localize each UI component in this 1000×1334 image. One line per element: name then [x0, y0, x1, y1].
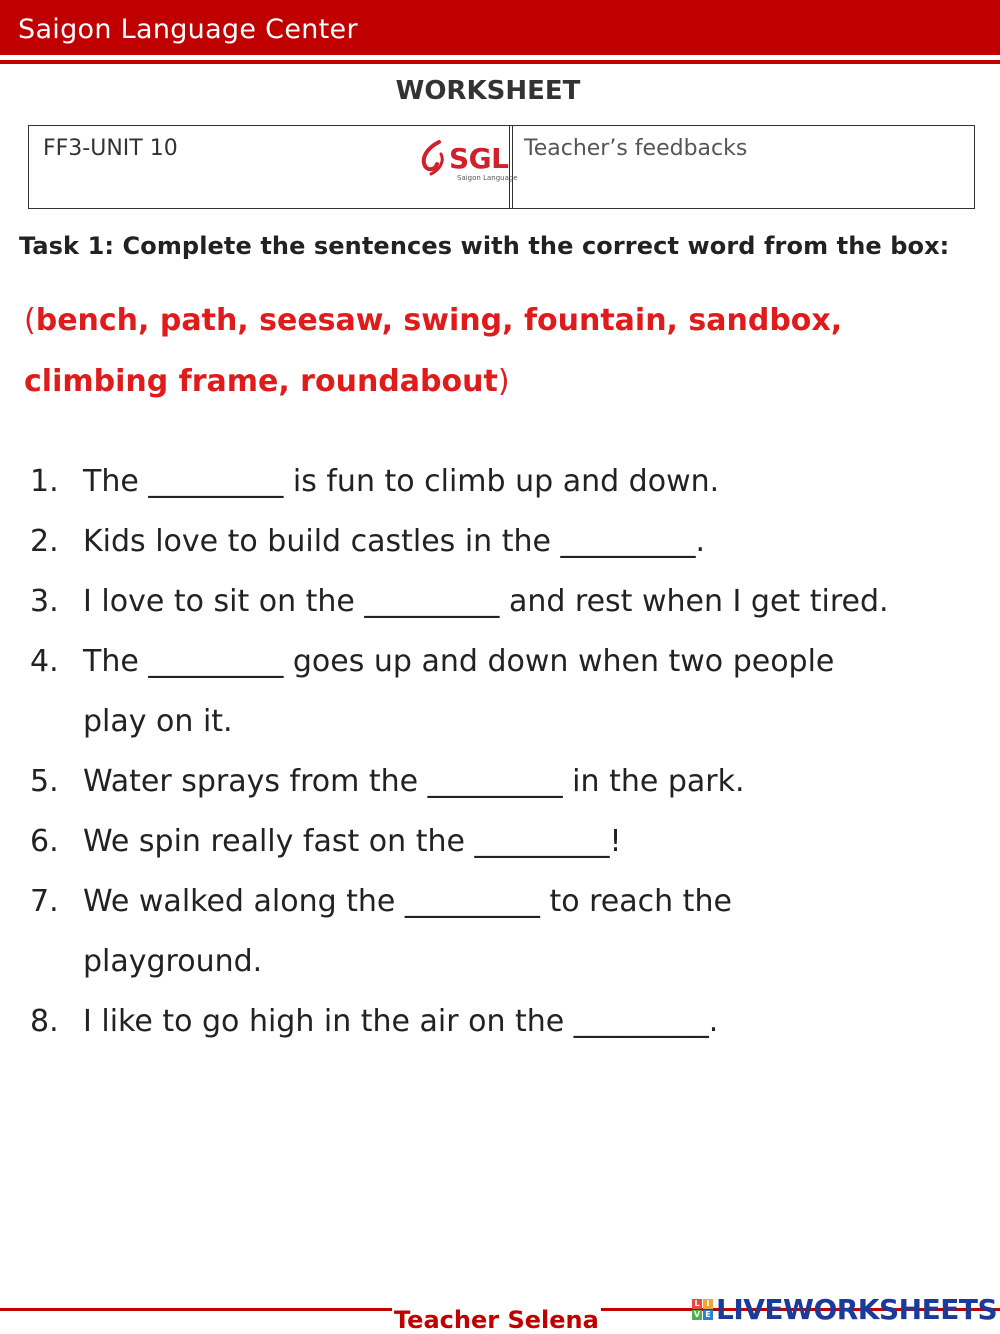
question-item — [30, 752, 960, 812]
word-box — [24, 290, 964, 412]
block-l: L — [692, 1299, 702, 1309]
liveworksheets-blocks-icon — [692, 1299, 713, 1320]
question-number: 5. — [30, 764, 59, 799]
question-text: We walked along the _________ to reach the playground. — [83, 884, 732, 979]
question-number: 6. — [30, 824, 59, 859]
question-text: We spin really fast on the _________! — [83, 824, 622, 859]
sgl-logo — [417, 134, 517, 180]
word-box-open-paren: ( — [24, 303, 36, 338]
question-item — [30, 512, 960, 572]
info-box — [28, 125, 975, 209]
question-number: 2. — [30, 524, 59, 559]
logo-text: SGL — [449, 142, 509, 175]
feedback-label: Teacher’s feedbacks — [524, 136, 748, 161]
liveworksheets-text: LIVEWORKSHEETS — [716, 1292, 998, 1326]
word-box-close-paren: ) — [497, 364, 510, 399]
question-text: I like to go high in the air on the _________. — [83, 1004, 719, 1039]
footer-teacher: Teacher Selena — [394, 1306, 599, 1334]
liveworksheets-logo — [692, 1294, 997, 1324]
question-number: 8. — [30, 1004, 59, 1039]
question-item — [30, 872, 960, 992]
task-title: Task 1: Complete the sentences with the correct word from the box: — [19, 232, 950, 260]
question-text: The _________ is fun to climb up and down. — [83, 464, 720, 499]
question-list — [30, 452, 960, 1052]
info-box-divider — [509, 126, 513, 208]
question-number: 4. — [30, 644, 59, 679]
question-number: 7. — [30, 884, 59, 919]
sgl-swirl-icon — [417, 138, 449, 178]
block-e: E — [703, 1310, 713, 1320]
header-bar — [0, 0, 1000, 55]
header-rule — [0, 60, 1000, 64]
question-number: 1. — [30, 464, 59, 499]
worksheet-title: WORKSHEET — [395, 76, 581, 106]
question-text: The _________ goes up and down when two people play on it. — [83, 644, 835, 739]
header-title: Saigon Language Center — [18, 14, 358, 45]
question-text: I love to sit on the _________ and rest when I get tired. — [83, 584, 889, 619]
question-number: 3. — [30, 584, 59, 619]
question-item — [30, 632, 960, 752]
block-v: V — [693, 1309, 701, 1319]
question-item — [30, 452, 960, 512]
question-text: Kids love to build castles in the _________. — [83, 524, 706, 559]
word-box-words: bench, path, seesaw, swing, fountain, sandbox, climbing frame, roundabout — [24, 303, 843, 399]
question-item — [30, 992, 960, 1052]
logo-subtext: Saigon Language — [457, 174, 518, 182]
block-i: I — [703, 1299, 713, 1309]
question-item — [30, 812, 960, 872]
unit-label: FF3-UNIT 10 — [43, 136, 178, 161]
question-text: Water sprays from the _________ in the park. — [83, 764, 745, 799]
question-item — [30, 572, 960, 632]
